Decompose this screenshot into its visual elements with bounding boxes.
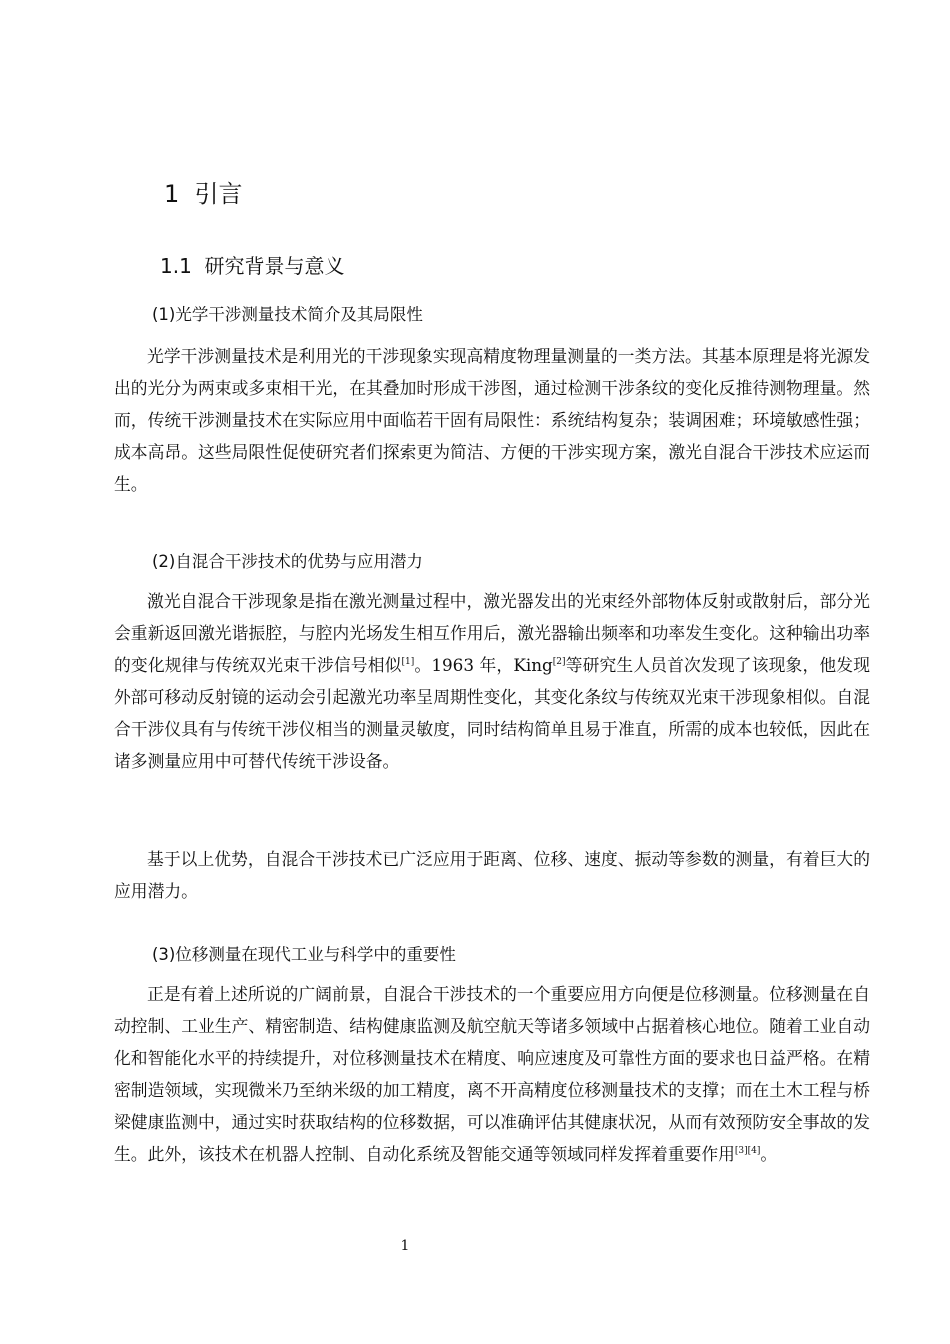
- paragraph-4: [114, 978, 870, 1170]
- citation-1[interactable]: [1]: [401, 657, 415, 667]
- paragraph-2-text-b: 。1963 年，King: [414, 655, 553, 675]
- citation-2[interactable]: [2]: [552, 657, 566, 667]
- chapter-title-text: 引言: [194, 180, 243, 208]
- page-number: 1: [400, 1238, 410, 1254]
- paragraph-1: [114, 340, 870, 500]
- section-title-text: 研究背景与意义: [204, 254, 345, 278]
- subsection-heading-3: (3)位移测量在现代工业与科学中的重要性: [152, 945, 456, 964]
- paragraph-2-text-c: 等研究生人员首次发现了该现象，他发现外部可移动反射镜的运动会引起激光功率呈周期性变化，其变化条纹与传统双光束干涉现象相似。自混合干涉仪具有与传统干涉仪相当的测量灵敏度，同时结构简单且易于准直，所需的成本也较低，因此在诸多测量应用中可替代传统干涉设备。: [114, 655, 870, 771]
- section-title: [160, 251, 345, 281]
- paragraph-4-text-a: 正是有着上述所说的广阔前景，自混合干涉技术的一个重要应用方向便是位移测量。位移测量在自动控制、工业生产、精密制造、结构健康监测及航空航天等诸多领域中占据着核心地位。随着工业自动化和智能化水平的持续提升，对位移测量技术在精度、响应速度及可靠性方面的要求也日益严格。在精密制造领域，实现微米乃至纳米级的加工精度，离不开高精度位移测量技术的支撑；而在土木工程与桥梁健康监测中，通过实时获取结构的位移数据，可以准确评估其健康状况，从而有效预防安全事故的发生。此外，该技术在机器人控制、自动化系统及智能交通等领域同样发挥着重要作用: [114, 984, 870, 1164]
- paragraph-3-text: 基于以上优势，自混合干涉技术已广泛应用于距离、位移、速度、振动等参数的测量，有着巨大的应用潜力。: [114, 849, 870, 901]
- chapter-number: 1: [164, 180, 180, 208]
- citation-3-4[interactable]: [3][4]: [734, 1146, 761, 1156]
- section-number: 1.1: [160, 254, 192, 278]
- subsection-heading-1: (1)光学干涉测量技术简介及其局限性: [152, 305, 423, 324]
- paragraph-3: [114, 843, 870, 907]
- paragraph-2-text-a: 激光自混合干涉现象是指在激光测量过程中，激光器发出的光束经外部物体反射或散射后，部分光会重新返回激光谐振腔，与腔内光场发生相互作用后，激光器输出频率和功率发生变化。这种输出功率的变化规律与传统双光束干涉信号相似: [114, 591, 870, 675]
- subsection-heading-2: (2)自混合干涉技术的优势与应用潜力: [152, 552, 423, 571]
- paragraph-4-text-b: 。: [760, 1144, 778, 1164]
- paragraph-1-text: 光学干涉测量技术是利用光的干涉现象实现高精度物理量测量的一类方法。其基本原理是将光源发出的光分为两束或多束相干光，在其叠加时形成干涉图，通过检测干涉条纹的变化反推待测物理量。然而，传统干涉测量技术在实际应用中面临若干固有局限性：系统结构复杂；装调困难；环境敏感性强；成本高昂。这些局限性促使研究者们探索更为简洁、方便的干涉实现方案，激光自混合干涉技术应运而生。: [114, 346, 870, 494]
- chapter-title: [164, 176, 243, 212]
- paragraph-2: [114, 585, 870, 777]
